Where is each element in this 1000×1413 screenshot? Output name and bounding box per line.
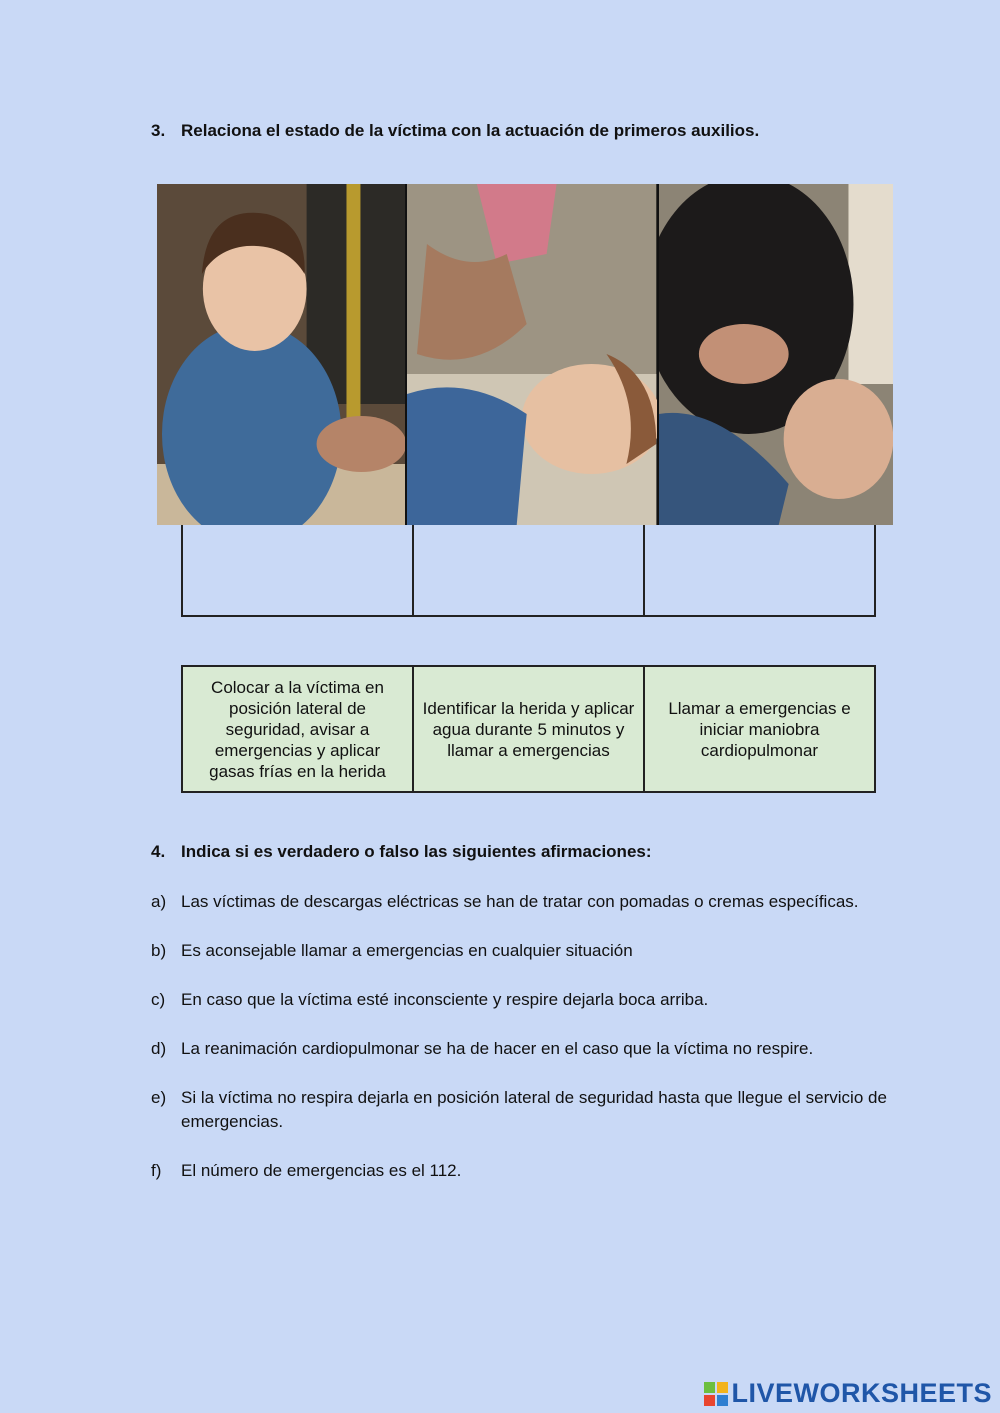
statement-letter: d) — [151, 1039, 167, 1058]
statement-text: En caso que la víctima esté inconsciente y respire dejarla boca arriba. — [181, 990, 709, 1009]
option-card-3[interactable]: Llamar a emergencias e iniciar maniobra cardiopulmonar — [644, 666, 875, 792]
statement-text: Si la víctima no respira dejarla en posición lateral de seguridad hasta que llegue el servicio de emergencias. — [181, 1088, 887, 1131]
statement-letter: c) — [151, 990, 166, 1009]
statement-text: El número de emergencias es el 112. — [181, 1161, 462, 1180]
answer-drop-row — [181, 525, 876, 617]
photo-strip — [157, 184, 893, 525]
option-card-2[interactable]: Identificar la herida y aplicar agua durante 5 minutos y llamar a emergencias — [413, 666, 644, 792]
statement-letter: a) — [151, 892, 167, 911]
statement-item[interactable] — [151, 1086, 891, 1134]
statement-item[interactable] — [151, 988, 891, 1012]
brand-name: LIVEWORKSHEETS — [731, 1378, 992, 1408]
drop-zone-2[interactable] — [413, 525, 644, 616]
statement-item[interactable] — [151, 939, 891, 963]
photo-cpr-check — [659, 184, 893, 525]
options-row — [181, 665, 876, 793]
statement-item[interactable] — [151, 1037, 891, 1061]
question-number: 4. — [151, 842, 166, 861]
question-number: 3. — [151, 121, 166, 140]
question-3-heading — [151, 121, 759, 141]
option-card-1[interactable]: Colocar a la víctima en posición lateral de seguridad, avisar a emergencias y aplicar gasas frías en la herida — [182, 666, 413, 792]
question-title: Indica si es verdadero o falso las siguientes afirmaciones: — [181, 842, 652, 861]
photo-child-lying — [407, 184, 656, 525]
liveworksheets-logo-icon — [704, 1382, 728, 1406]
photo-child-sitting — [157, 184, 405, 525]
drop-zone-3[interactable] — [644, 525, 875, 616]
statement-letter: e) — [151, 1088, 167, 1107]
statement-letter: b) — [151, 941, 167, 960]
statement-item[interactable] — [151, 890, 891, 914]
question-title: Relaciona el estado de la víctima con la actuación de primeros auxilios. — [181, 121, 760, 140]
statement-item[interactable] — [151, 1159, 891, 1183]
drop-zone-1[interactable] — [182, 525, 413, 616]
liveworksheets-brand[interactable] — [704, 1378, 992, 1409]
statement-letter: f) — [151, 1161, 162, 1180]
statement-list — [151, 890, 891, 1208]
question-4-heading — [151, 842, 652, 862]
statement-text: Las víctimas de descargas eléctricas se han de tratar con pomadas o cremas específicas. — [181, 892, 859, 911]
statement-text: La reanimación cardiopulmonar se ha de hacer en el caso que la víctima no respire. — [181, 1039, 814, 1058]
statement-text: Es aconsejable llamar a emergencias en cualquier situación — [181, 941, 633, 960]
